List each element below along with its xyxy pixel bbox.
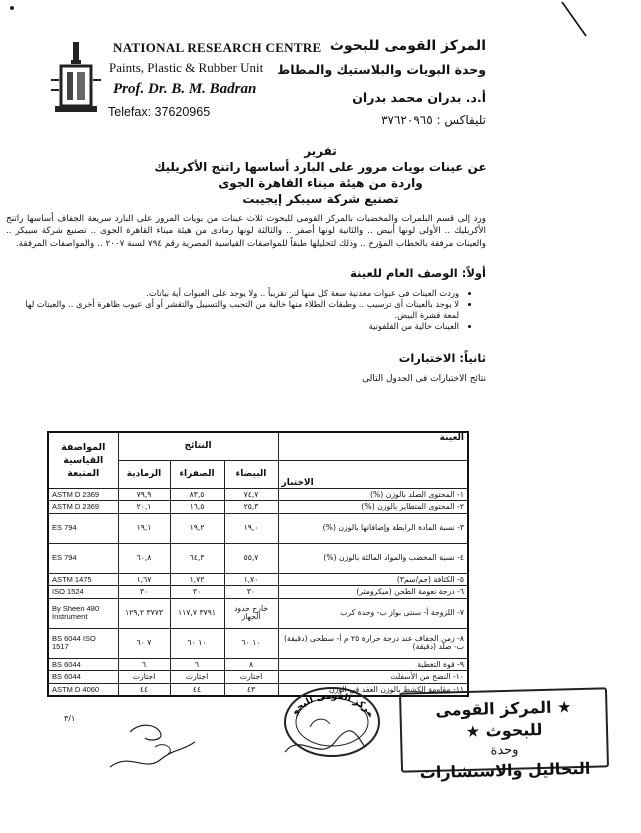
cell-white: خارج حدود الجهاز [224, 598, 278, 628]
cell-test: ٣- نسبة المادة الرابطة وإضافاتها بالوزن (%) [278, 513, 468, 543]
results-table-body [48, 488, 468, 696]
table-row [48, 543, 468, 573]
cell-grey: ٣٠ [118, 586, 170, 599]
table-row [48, 586, 468, 599]
cell-white: اجتارت [224, 671, 278, 684]
cell-standard: ASTM D 2369 [48, 488, 118, 501]
title-line-3: واردة من هيئة ميناء القاهرة الجوى [218, 176, 423, 190]
table-row [48, 573, 468, 586]
header-prof-ar: أ.د. بدران محمد بدران [352, 90, 486, 105]
nrc-logo-icon [47, 40, 105, 120]
cell-yellow: ٤٤ [170, 683, 224, 696]
cell-grey: ٦ [118, 658, 170, 671]
header-unit-en: Paints, Plastic & Rubber Unit [109, 60, 264, 75]
header-prof-en: Prof. Dr. B. M. Badran [113, 81, 257, 97]
cell-standard: ASTM D 4060 [48, 683, 118, 696]
white-header: البيضاء [224, 460, 278, 488]
cell-grey: ١٩,١ [118, 513, 170, 543]
cell-yellow: اجتارت [170, 671, 224, 684]
title-line-1: تقرير [304, 144, 337, 158]
cell-test: ٧- اللزوجة أ- سنتى بواز ب- وحدة كرب [278, 598, 468, 628]
report-title [0, 143, 641, 207]
cell-test: ١- المحتوى الصلد بالوزن (%) [278, 488, 468, 501]
rect-stamp [399, 687, 609, 783]
table-row [48, 671, 468, 684]
list-item: • وردت العينات فى عبوات معدنية سعة كل منها لتر تقريباً .. ولا يوجد على العبوات أية بيانات. [14, 288, 459, 299]
cell-standard: ASTM 1475 [48, 573, 118, 586]
cell-white: ٤٣ [224, 683, 278, 696]
cell-grey: ٧ ٦٠ [118, 628, 170, 658]
cell-test: ٢- المحتوى المتطاير بالوزن (%) [278, 501, 468, 514]
table-row [48, 488, 468, 501]
cell-test: ١٠- النضح من الأسفلت [278, 671, 468, 684]
cell-test: ٩- قوة التغطية [278, 658, 468, 671]
results-header: النتائج [118, 432, 278, 460]
title-line-4: تصنيع شركة سيبكر إيجيبت [242, 192, 399, 206]
cell-white: ٥٥,٧ [224, 543, 278, 573]
stamp-line-1: المركز القومى للبحوث [435, 697, 552, 741]
cell-grey: ٧٩,٩ [118, 488, 170, 501]
cell-test: ٦- درجة نعومة الطحن (ميكرومتر) [278, 586, 468, 599]
cell-yellow: ١٦,٥ [170, 501, 224, 514]
cell-grey: ٤٤ [118, 683, 170, 696]
results-table [47, 431, 469, 697]
cell-standard: By Sheen 480 Instrument [48, 598, 118, 628]
title-line-2: عن عينات بويات مرور على البارد أساسها راتنج الأكريليك [154, 160, 487, 174]
header-org-en: NATIONAL RESEARCH CENTRE [113, 40, 322, 55]
cell-standard: BS 6044 ISO 1517 [48, 628, 118, 658]
cell-yellow: ٣٧٩١ ١١٧,٧ [170, 598, 224, 628]
cell-white: ٧٤,٧ [224, 488, 278, 501]
header-unit-ar: وحدة البويات والبلاستيك والمطاط [277, 62, 486, 77]
table-row [48, 658, 468, 671]
cell-yellow: ٦ [170, 658, 224, 671]
cell-standard: ASTM D 2369 [48, 501, 118, 514]
table-row [48, 628, 468, 658]
stamp-line-2: وحدة [490, 742, 519, 759]
cell-test: ٨- زمن الجفاف عند درجة حرارة ٢٥ م أ- سطحى (دقيقة) ب- صلد (دقيقة) [278, 628, 468, 658]
cell-grey: ٦٠,٨ [118, 543, 170, 573]
round-stamp [282, 684, 382, 760]
stamp-line-3: التحاليل والاستشارات [419, 758, 591, 783]
signature-left [100, 712, 200, 782]
cell-yellow: ١,٧٢ [170, 573, 224, 586]
cell-yellow: ٣٠ [170, 586, 224, 599]
page-number: ٣/١ [64, 714, 76, 723]
cell-test: ١١- مقاومة الكشط بالوزن العفد في الوزن [278, 683, 468, 696]
table-row [48, 501, 468, 514]
list-item: • لا يوجد بالعينات أى ترسيب .. وطبقات الطلاء منها خالية من التحبب والتسييل والتقشر أو أى عيوب ظاهرة أخرى .. والعينات لها لمعة قشرة البيض. [14, 299, 459, 321]
cell-white: ٢٥,٣ [224, 501, 278, 514]
cell-standard: ES 794 [48, 543, 118, 573]
cell-white: ٣٠ [224, 586, 278, 599]
cell-white: ١٠ ٦٠ [224, 628, 278, 658]
intro-paragraph: ورد إلى قسم البلمرات والمخضبات بالمركز القومى للبحوث ثلاث عينات من بويات المرور على البارد سريعة الجفاف أساسها راتنج الأكريليك .. الأولى لونها أبيض .. والثانية لونها أصفر .. والثالثة لونها رمادى من هيئة ميناء القاهرة الجوى .. تصنيع شركة سيبكر .. والعينات مرفقة بالخطاب المؤرخ .. وذلك لتحليلها طبقاً للمواصفات القياسية المصرية رقم ٧٩٤ لسنة ٢٠٠٧ .. والمواصفات المرفقة. [6, 214, 486, 249]
list-item: • العينات خالية من الفلفونية [14, 321, 459, 332]
cell-test: ٥- الكثافة (جم/سم٣) [278, 573, 468, 586]
cell-standard: ES 794 [48, 513, 118, 543]
cell-grey: ٢٠,١ [118, 501, 170, 514]
cell-white: ١٩,٠ [224, 513, 278, 543]
cell-yellow: ١٠ ٦٠ [170, 628, 224, 658]
description-list [14, 288, 471, 332]
cell-white: ١,٧٠ [224, 573, 278, 586]
table-row [48, 513, 468, 543]
svg-text:المركز القومى للبحوث: مركز القومى للبحو [290, 691, 376, 719]
cell-grey: ٣٧٧٣ ١٢٩,٢ [118, 598, 170, 628]
header-org-ar: المركز القومى للبحوث [329, 38, 486, 54]
header-fax-ar: تليفاكس : ٣٧٦٢٠٩٦٥ [381, 113, 486, 127]
scan-dot [10, 6, 14, 10]
cell-yellow: ٨٣,٥ [170, 488, 224, 501]
section-2-subtitle: نتائج الاختبارات فى الجدول التالى [362, 374, 486, 384]
star-icon: ★ [556, 697, 572, 717]
cell-white: ٨ [224, 658, 278, 671]
section-1-heading: أولاً: الوصف العام للعينة [350, 266, 486, 280]
sample-header: العينة [278, 432, 468, 460]
cell-standard: BS 6044 [48, 658, 118, 671]
cell-test: ٤- نسبة المخضب والمواد المالئة بالوزن (%) [278, 543, 468, 573]
table-row [48, 598, 468, 628]
test-header: الاختبار [278, 460, 468, 488]
spec-header: المواصفة القياسية المتبعة [48, 432, 118, 488]
cell-standard: BS 6044 [48, 671, 118, 684]
section-2-heading: ثانياً: الاختبارات [398, 351, 486, 365]
cell-grey: ١,٦٧ [118, 573, 170, 586]
corner-mark [560, 0, 590, 40]
cell-standard: ISO 1524 [48, 586, 118, 599]
cell-yellow: ١٩,٢ [170, 513, 224, 543]
star-icon: ★ [465, 721, 481, 741]
grey-header: الرمادية [118, 460, 170, 488]
yellow-header: الصفراء [170, 460, 224, 488]
header-fax-en: Telefax: 37620965 [108, 105, 211, 119]
cell-grey: اجتارت [118, 671, 170, 684]
cell-yellow: ٦٤,٣ [170, 543, 224, 573]
